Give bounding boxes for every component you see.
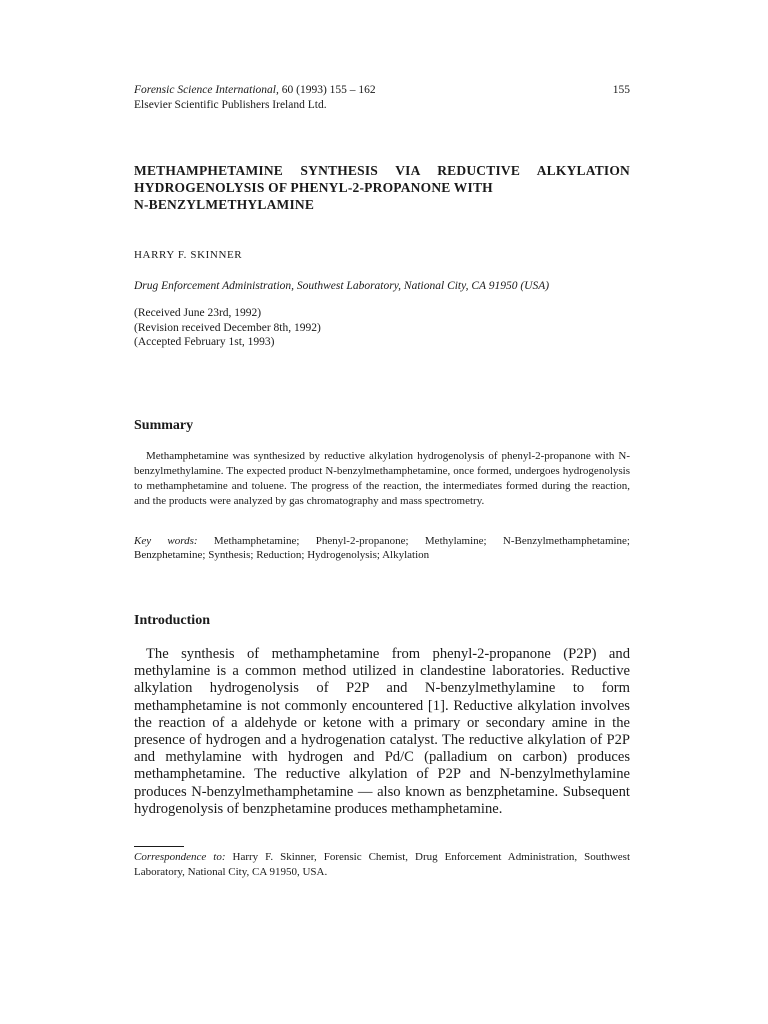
article-dates: [134, 306, 321, 350]
summary-heading: Summary: [134, 418, 194, 433]
summary-text: Methamphetamine was synthesized by reductive alkylation hydrogenolysis of phenyl-2-propanone with N-benzylmethylamine. The expected product N-benzylmethamphetamine, once formed, undergoes hydrogenolysis to methamphetamine and toluene. The progress of the reaction, the intermediates formed during the reaction, and the products were analyzed by gas chromatography and mass spectrometry.: [134, 450, 630, 507]
article-title: [134, 162, 630, 213]
running-header: [134, 83, 630, 113]
revision-date: (Revision received December 8th, 1992): [134, 321, 321, 334]
received-date: (Received June 23rd, 1992): [134, 307, 262, 319]
footnote-label: Correspondence to:: [134, 851, 226, 863]
title-line-3: N-BENZYLMETHYLAMINE: [134, 197, 315, 212]
introduction-heading: Introduction: [134, 613, 210, 628]
accepted-date: (Accepted February 1st, 1993): [134, 336, 275, 348]
introduction-text: The synthesis of methamphetamine from phenyl-2-propanone (P2P) and methylamine is a common method utilized in clandestine laboratories. Reductive alkylation hydrogenolysis of P2P and N-benzylmethylamine to form methamphetamine is not commonly encountered [1]. Reductive alkylation involves the reaction of a aldehyde or ketone with a primary or secondary amine in the presence of hydrogen and a hydrogenation catalyst. The reductive alkylation of P2P and methylamine with hydrogen and Pd/C (palladium on carbon) produces methamphetamine. The reductive alkylation of P2P and N-benzylmethylamine produces N-benzylmethamphetamine — also known as benzphetamine. Subsequent hydrogenolysis of benzphetamine produces methamphetamine.: [134, 646, 630, 817]
keywords: [134, 534, 630, 562]
journal-name: Forensic Science International,: [134, 84, 279, 96]
author-affiliation: Drug Enforcement Administration, Southwest Laboratory, National City, CA 91950 (USA): [134, 280, 550, 292]
footnote-rule: [134, 846, 184, 847]
journal-line: [134, 83, 630, 98]
page-number: 155: [612, 84, 630, 96]
publisher: Elsevier Scientific Publishers Ireland Ltd.: [134, 99, 327, 111]
correspondence-footnote: [134, 850, 630, 880]
title-line-2: HYDROGENOLYSIS OF PHENYL-2-PROPANONE WITH: [134, 180, 493, 195]
title-line-1: METHAMPHETAMINE SYNTHESIS VIA REDUCTIVE ALKYLATION: [134, 163, 630, 178]
keywords-label: Key words:: [134, 535, 198, 547]
keywords-list: Methamphetamine; Phenyl-2-propanone; Methylamine; N-Benzylmethamphetamine; Benzphetamine; Synthesis; Reduction; Hydrogenolysis; Alkylation: [134, 535, 630, 561]
journal-volume-pages: 60 (1993) 155 – 162: [278, 84, 376, 96]
author-name: HARRY F. SKINNER: [134, 249, 243, 261]
footnote-text: Harry F. Skinner, Forensic Chemist, Drug Enforcement Administration, Southwest Laboratory, National City, CA 91950, USA.: [134, 851, 630, 878]
journal-citation: [134, 83, 376, 98]
